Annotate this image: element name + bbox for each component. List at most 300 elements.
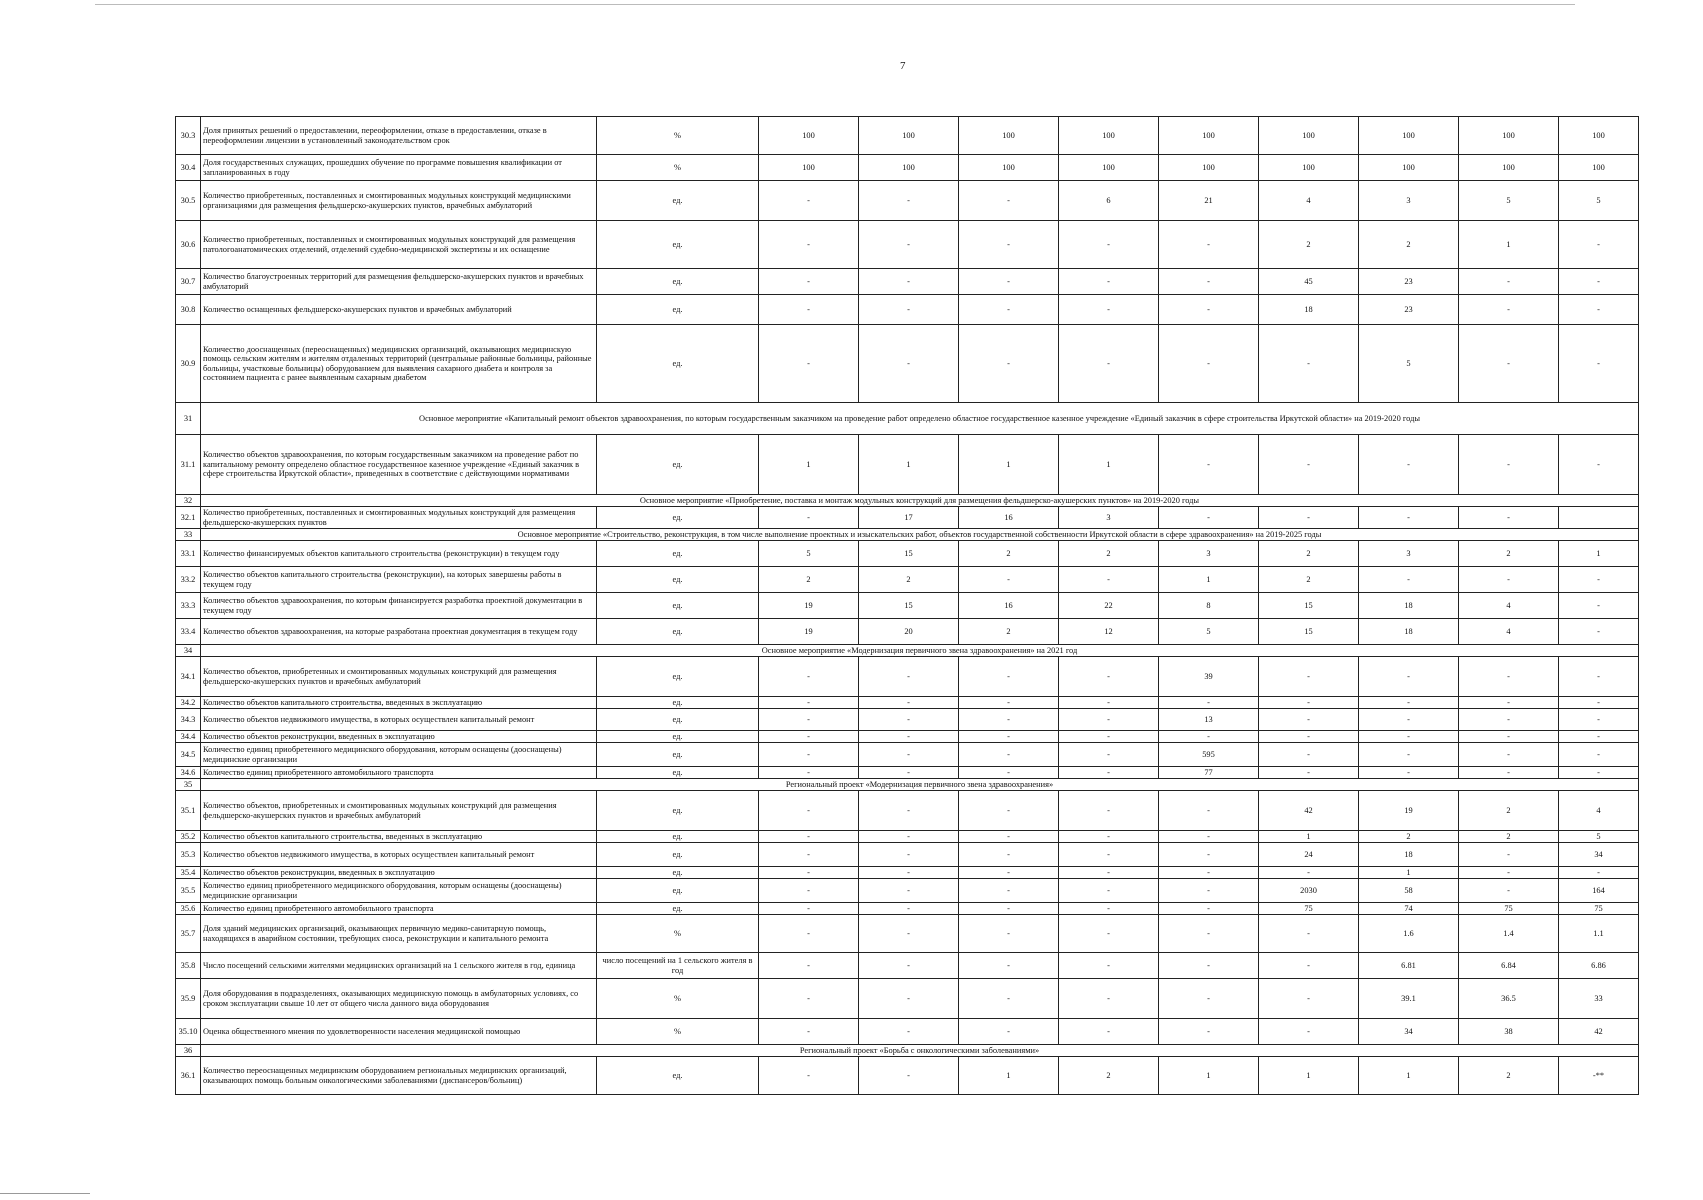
table-row [176,657,1639,697]
value-cell: - [859,791,959,831]
value-cell: - [859,979,959,1019]
row-number: 35.10 [176,1019,201,1045]
value-cell: 100 [759,117,859,155]
value-cell: 1 [959,1057,1059,1095]
indicator-description: Количество объектов здравоохранения, по которым финансируется разработка проектной документации в текущем году [201,593,597,619]
value-cell: - [1559,743,1639,767]
value-cell: 2 [959,619,1059,645]
value-cell: 3 [1359,541,1459,567]
value-cell: 5 [1359,325,1459,403]
row-number: 30.8 [176,295,201,325]
value-cell: 1 [1359,867,1459,879]
value-cell: - [1259,979,1359,1019]
section-title: Региональный проект «Борьба с онкологическими заболеваниями» [201,1045,1639,1057]
indicator-description: Количество приобретенных, поставленных и смонтированных модульных конструкций для размещения патологоанатомических отделений, отделений судебно-медицинской экспертизы и их оснащение [201,221,597,269]
value-cell: 15 [859,541,959,567]
value-cell: - [859,743,959,767]
unit-cell: % [597,1019,759,1045]
value-cell: - [959,295,1059,325]
value-cell: 1 [1259,831,1359,843]
value-cell: 2 [1259,221,1359,269]
top-scan-line [95,4,1575,5]
value-cell: - [959,879,1059,903]
table-row [176,295,1639,325]
value-cell: 2 [1459,541,1559,567]
row-number: 34.2 [176,697,201,709]
indicator-description: Доля принятых решений о предоставлении, переоформлении, отказе в предоставлении, отказе в переоформлении лицензии в установленный законодательством срок [201,117,597,155]
indicator-description: Число посещений сельскими жителями медицинских организаций на 1 сельского жителя в год, единица [201,953,597,979]
unit-cell: ед. [597,767,759,779]
value-cell: 5 [1559,831,1639,843]
value-cell: - [1259,507,1359,529]
row-number: 33.3 [176,593,201,619]
unit-cell: % [597,155,759,181]
unit-cell: % [597,979,759,1019]
value-cell: 100 [1559,155,1639,181]
value-cell: 1 [759,435,859,495]
indicator-description: Количество объектов недвижимого имущества, в которых осуществлен капитальный ремонт [201,709,597,731]
indicator-description: Оценка общественного мнения по удовлетворенности населения медицинской помощью [201,1019,597,1045]
table-row [176,619,1639,645]
value-cell: - [1359,657,1459,697]
value-cell: - [959,867,1059,879]
row-number: 36.1 [176,1057,201,1095]
row-number: 36 [176,1045,201,1057]
row-number: 34 [176,645,201,657]
row-number: 35.5 [176,879,201,903]
indicator-description: Количество объектов здравоохранения, на которые разработана проектная документация в текущем году [201,619,597,645]
section-row [176,529,1639,541]
value-cell: - [759,767,859,779]
value-cell: - [859,1019,959,1045]
value-cell: - [959,709,1059,731]
table-row [176,507,1639,529]
value-cell: - [1059,915,1159,953]
unit-cell: ед. [597,697,759,709]
value-cell: 2 [859,567,959,593]
value-cell: - [1359,507,1459,529]
value-cell: - [1559,435,1639,495]
value-cell: - [1059,903,1159,915]
value-cell: 15 [859,593,959,619]
value-cell: - [1159,221,1259,269]
value-cell: - [1259,915,1359,953]
value-cell: - [1559,269,1639,295]
value-cell: 75 [1459,903,1559,915]
indicator-description: Количество объектов, приобретенных и смонтированных модульных конструкций для размещения фельдшерско-акушерских пунктов и врачебных амбулаторий [201,791,597,831]
value-cell: - [1059,979,1159,1019]
value-cell: - [1459,657,1559,697]
value-cell: - [1059,843,1159,867]
value-cell: - [1059,879,1159,903]
value-cell: - [959,181,1059,221]
value-cell: 1.4 [1459,915,1559,953]
unit-cell: ед. [597,1057,759,1095]
value-cell: - [759,879,859,903]
unit-cell: ед. [597,903,759,915]
value-cell: 1 [1159,567,1259,593]
table-row [176,767,1639,779]
value-cell: 2 [1459,1057,1559,1095]
section-title: Основное мероприятие «Модернизация первичного звена здравоохранения» на 2021 год [201,645,1639,657]
value-cell: - [1159,867,1259,879]
value-cell: - [1459,867,1559,879]
value-cell: 2 [1359,831,1459,843]
row-number: 35.7 [176,915,201,953]
value-cell: 100 [1359,117,1459,155]
value-cell: - [859,709,959,731]
value-cell: - [1059,867,1159,879]
value-cell: - [959,221,1059,269]
value-cell: - [1559,867,1639,879]
value-cell: 100 [1159,117,1259,155]
value-cell: - [759,979,859,1019]
value-cell: 1 [1059,435,1159,495]
value-cell: - [1459,743,1559,767]
value-cell: 39.1 [1359,979,1459,1019]
indicator-description: Количество единиц приобретенного медицинского оборудования, которым оснащены (дооснащены) медицинские организации [201,879,597,903]
unit-cell: ед. [597,731,759,743]
table-row [176,697,1639,709]
value-cell: - [1559,295,1639,325]
value-cell: - [1559,657,1639,697]
value-cell: - [1259,657,1359,697]
value-cell: - [759,831,859,843]
value-cell: - [759,791,859,831]
indicator-description: Количество приобретенных, поставленных и смонтированных модульных конструкций медицинскими организациями для размещения фельдшерско-акушерских пунктов, врачебных амбулаторий [201,181,597,221]
value-cell: 100 [1059,117,1159,155]
indicator-description: Доля оборудования в подразделениях, оказывающих медицинскую помощь в амбулаторных условиях, со сроком эксплуатации свыше 10 лет от общего числа данного вида оборудования [201,979,597,1019]
value-cell: - [1459,843,1559,867]
table-row [176,221,1639,269]
value-cell: 38 [1459,1019,1559,1045]
indicators-table [175,116,1639,1095]
value-cell: 19 [1359,791,1459,831]
indicator-description: Количество единиц приобретенного медицинского оборудования, которым оснащены (дооснащены) медицинские организации [201,743,597,767]
value-cell: 1.6 [1359,915,1459,953]
value-cell: 58 [1359,879,1459,903]
value-cell: - [1359,767,1459,779]
value-cell: - [1159,953,1259,979]
table-row [176,731,1639,743]
value-cell: - [759,269,859,295]
row-number: 34.3 [176,709,201,731]
value-cell: - [959,731,1059,743]
value-cell: 100 [1459,117,1559,155]
value-cell: - [1559,325,1639,403]
value-cell: - [759,843,859,867]
value-cell: - [1059,953,1159,979]
value-cell: - [1459,767,1559,779]
value-cell: 75 [1559,903,1639,915]
value-cell: 24 [1259,843,1359,867]
value-cell: - [959,743,1059,767]
unit-cell: ед. [597,593,759,619]
value-cell: 1 [1459,221,1559,269]
value-cell: - [859,325,959,403]
value-cell: - [759,697,859,709]
table-row [176,155,1639,181]
table-row [176,709,1639,731]
value-cell: 5 [1159,619,1259,645]
value-cell: 1 [1559,541,1639,567]
value-cell: 4 [1459,593,1559,619]
value-cell: 3 [1359,181,1459,221]
section-row [176,779,1639,791]
unit-cell: ед. [597,541,759,567]
table-row [176,593,1639,619]
value-cell: 42 [1259,791,1359,831]
value-cell: - [959,697,1059,709]
value-cell: 19 [759,619,859,645]
indicator-description: Количество объектов, приобретенных и смонтированных модульных конструкций для размещения фельдшерско-акушерских пунктов и врачебных амбулаторий [201,657,597,697]
section-title: Основное мероприятие «Приобретение, поставка и монтаж модульных конструкций для размещения фельдшерско-акушерских пунктов» на 2019-2020 годы [201,495,1639,507]
value-cell: 75 [1259,903,1359,915]
indicator-description: Количество единиц приобретенного автомобильного транспорта [201,903,597,915]
value-cell: 22 [1059,593,1159,619]
value-cell: - [959,953,1059,979]
value-cell: 2 [959,541,1059,567]
value-cell: - [859,1057,959,1095]
row-number: 35.6 [176,903,201,915]
row-number: 35.1 [176,791,201,831]
value-cell: 6.84 [1459,953,1559,979]
table-row [176,953,1639,979]
table-row [176,867,1639,879]
table-row [176,1019,1639,1045]
row-number: 32.1 [176,507,201,529]
value-cell: 21 [1159,181,1259,221]
value-cell: - [859,831,959,843]
value-cell: 23 [1359,295,1459,325]
indicator-description: Доля зданий медицинских организаций, оказывающих первичную медико-санитарную помощь, находящихся в аварийном состоянии, требующих сноса, реконструкции и капитального ремонта [201,915,597,953]
value-cell: - [859,953,959,979]
indicator-description: Количество объектов недвижимого имущества, в которых осуществлен капитальный ремонт [201,843,597,867]
unit-cell: ед. [597,221,759,269]
value-cell: - [1259,743,1359,767]
value-cell: 19 [759,593,859,619]
indicator-description: Количество объектов капитального строительства, введенных в эксплуатацию [201,831,597,843]
value-cell: 18 [1359,619,1459,645]
value-cell: 595 [1159,743,1259,767]
value-cell: - [1159,435,1259,495]
unit-cell: ед. [597,743,759,767]
unit-cell: ед. [597,867,759,879]
row-number: 35.8 [176,953,201,979]
value-cell: - [1559,221,1639,269]
indicator-description: Количество объектов реконструкции, введенных в эксплуатацию [201,731,597,743]
unit-cell: ед. [597,619,759,645]
value-cell: - [1159,1019,1259,1045]
section-title: Основное мероприятие «Строительство, реконструкция, в том числе выполнение проектных и изыскательских работ, объектов государственной собственности Иркутской области в сфере здравоохранения» на 2019-2025 годы [201,529,1639,541]
row-number: 35.9 [176,979,201,1019]
value-cell: - [759,181,859,221]
row-number: 30.7 [176,269,201,295]
unit-cell: ед. [597,269,759,295]
row-number: 31.1 [176,435,201,495]
unit-cell: ед. [597,181,759,221]
value-cell: - [1159,325,1259,403]
value-cell: 16 [959,507,1059,529]
value-cell: - [959,979,1059,1019]
value-cell: - [959,843,1059,867]
value-cell: 164 [1559,879,1639,903]
value-cell: -** [1559,1057,1639,1095]
value-cell: 100 [1459,155,1559,181]
value-cell: 1 [1359,1057,1459,1095]
value-cell: - [759,1019,859,1045]
indicator-description: Количество приобретенных, поставленных и смонтированных модульных конструкций для размещения фельдшерско-акушерских пунктов [201,507,597,529]
row-number: 35.4 [176,867,201,879]
table-row [176,181,1639,221]
value-cell: - [1159,731,1259,743]
value-cell: - [1359,567,1459,593]
row-number: 34.4 [176,731,201,743]
indicator-description: Количество дооснащенных (переоснащенных) медицинских организаций, оказывающих медицинскую помощь сельским жителям и жителям отдаленных территорий (центральные районные больницы, районные больницы, участковые больницы) оборудованием для выявления сахарного диабета и контроля за состоянием пациента с ранее выявленным сахарным диабетом [201,325,597,403]
value-cell: - [1159,879,1259,903]
value-cell: - [1259,697,1359,709]
value-cell: - [759,657,859,697]
value-cell: - [959,325,1059,403]
value-cell: - [1159,903,1259,915]
value-cell: - [1159,843,1259,867]
value-cell: - [1059,791,1159,831]
value-cell: 2 [1259,567,1359,593]
value-cell: - [859,731,959,743]
value-cell: 5 [759,541,859,567]
value-cell: 18 [1359,593,1459,619]
value-cell: - [959,791,1059,831]
indicator-description: Доля государственных служащих, прошедших обучение по программе повышения квалификации от запланированных в году [201,155,597,181]
row-number: 30.4 [176,155,201,181]
value-cell: 1 [1259,1057,1359,1095]
unit-cell: ед. [597,657,759,697]
table-row [176,791,1639,831]
value-cell: - [759,1057,859,1095]
value-cell: - [1159,295,1259,325]
value-cell: - [1459,697,1559,709]
value-cell: - [1359,731,1459,743]
row-number: 30.3 [176,117,201,155]
value-cell: - [859,697,959,709]
table-row [176,879,1639,903]
value-cell: 20 [859,619,959,645]
value-cell: - [1459,731,1559,743]
row-number: 31 [176,403,201,435]
value-cell: - [1159,979,1259,1019]
value-cell: - [759,295,859,325]
value-cell: 15 [1259,593,1359,619]
indicator-description: Количество объектов капитального строительства, введенных в эксплуатацию [201,697,597,709]
row-number: 35.3 [176,843,201,867]
value-cell: - [1559,697,1639,709]
value-cell: - [1059,697,1159,709]
unit-cell: ед. [597,831,759,843]
value-cell: - [1459,879,1559,903]
scan-edge-mark [0,1193,90,1194]
value-cell: - [1459,507,1559,529]
section-row [176,403,1639,435]
value-cell: 33 [1559,979,1639,1019]
value-cell: 100 [859,117,959,155]
value-cell: - [1459,269,1559,295]
value-cell: - [1059,709,1159,731]
value-cell: - [759,731,859,743]
indicator-description: Количество благоустроенных территорий для размещения фельдшерско-акушерских пунктов и врачебных амбулаторий [201,269,597,295]
value-cell: - [859,295,959,325]
value-cell: - [1559,709,1639,731]
row-number: 34.6 [176,767,201,779]
value-cell: 5 [1459,181,1559,221]
value-cell: - [1059,657,1159,697]
row-number: 35 [176,779,201,791]
value-cell: - [1459,567,1559,593]
table-row [176,435,1639,495]
value-cell: 2 [1059,1057,1159,1095]
value-cell: - [759,867,859,879]
value-cell: - [1459,709,1559,731]
value-cell: - [959,903,1059,915]
value-cell: 100 [759,155,859,181]
value-cell: - [1459,325,1559,403]
value-cell: 1 [1159,1057,1259,1095]
value-cell: 100 [959,117,1059,155]
value-cell: - [859,867,959,879]
value-cell: 3 [1059,507,1159,529]
value-cell: 5 [1559,181,1639,221]
value-cell: - [959,269,1059,295]
section-row [176,1045,1639,1057]
row-number: 30.9 [176,325,201,403]
value-cell: - [759,325,859,403]
value-cell: - [1259,731,1359,743]
indicator-description: Количество объектов здравоохранения, по которым государственным заказчиком на проведение работ по капитальному ремонту определено областное государственное казенное учреждение «Единый заказчик в сфере строительства Иркутской области», приведенных в соответствие с действующими нормативами [201,435,597,495]
value-cell: - [1259,435,1359,495]
unit-cell: ед. [597,325,759,403]
value-cell: 13 [1159,709,1259,731]
value-cell: - [759,709,859,731]
value-cell: - [759,915,859,953]
value-cell: 34 [1359,1019,1459,1045]
value-cell: 42 [1559,1019,1639,1045]
table-row [176,743,1639,767]
table-row [176,979,1639,1019]
value-cell: 34 [1559,843,1639,867]
value-cell: 2 [1359,221,1459,269]
value-cell: 2 [759,567,859,593]
unit-cell: ед. [597,507,759,529]
table-row [176,117,1639,155]
value-cell: 15 [1259,619,1359,645]
row-number: 34.1 [176,657,201,697]
value-cell: - [859,915,959,953]
value-cell: - [1259,767,1359,779]
value-cell: 100 [1259,117,1359,155]
value-cell: 36.5 [1459,979,1559,1019]
value-cell: - [1259,709,1359,731]
value-cell: - [759,903,859,915]
value-cell: - [1159,697,1259,709]
value-cell: - [959,567,1059,593]
table-row [176,541,1639,567]
value-cell: - [1159,915,1259,953]
value-cell: - [1359,709,1459,731]
value-cell: 100 [1359,155,1459,181]
value-cell: - [1559,567,1639,593]
value-cell: 8 [1159,593,1259,619]
value-cell: 6.86 [1559,953,1639,979]
value-cell: 100 [959,155,1059,181]
